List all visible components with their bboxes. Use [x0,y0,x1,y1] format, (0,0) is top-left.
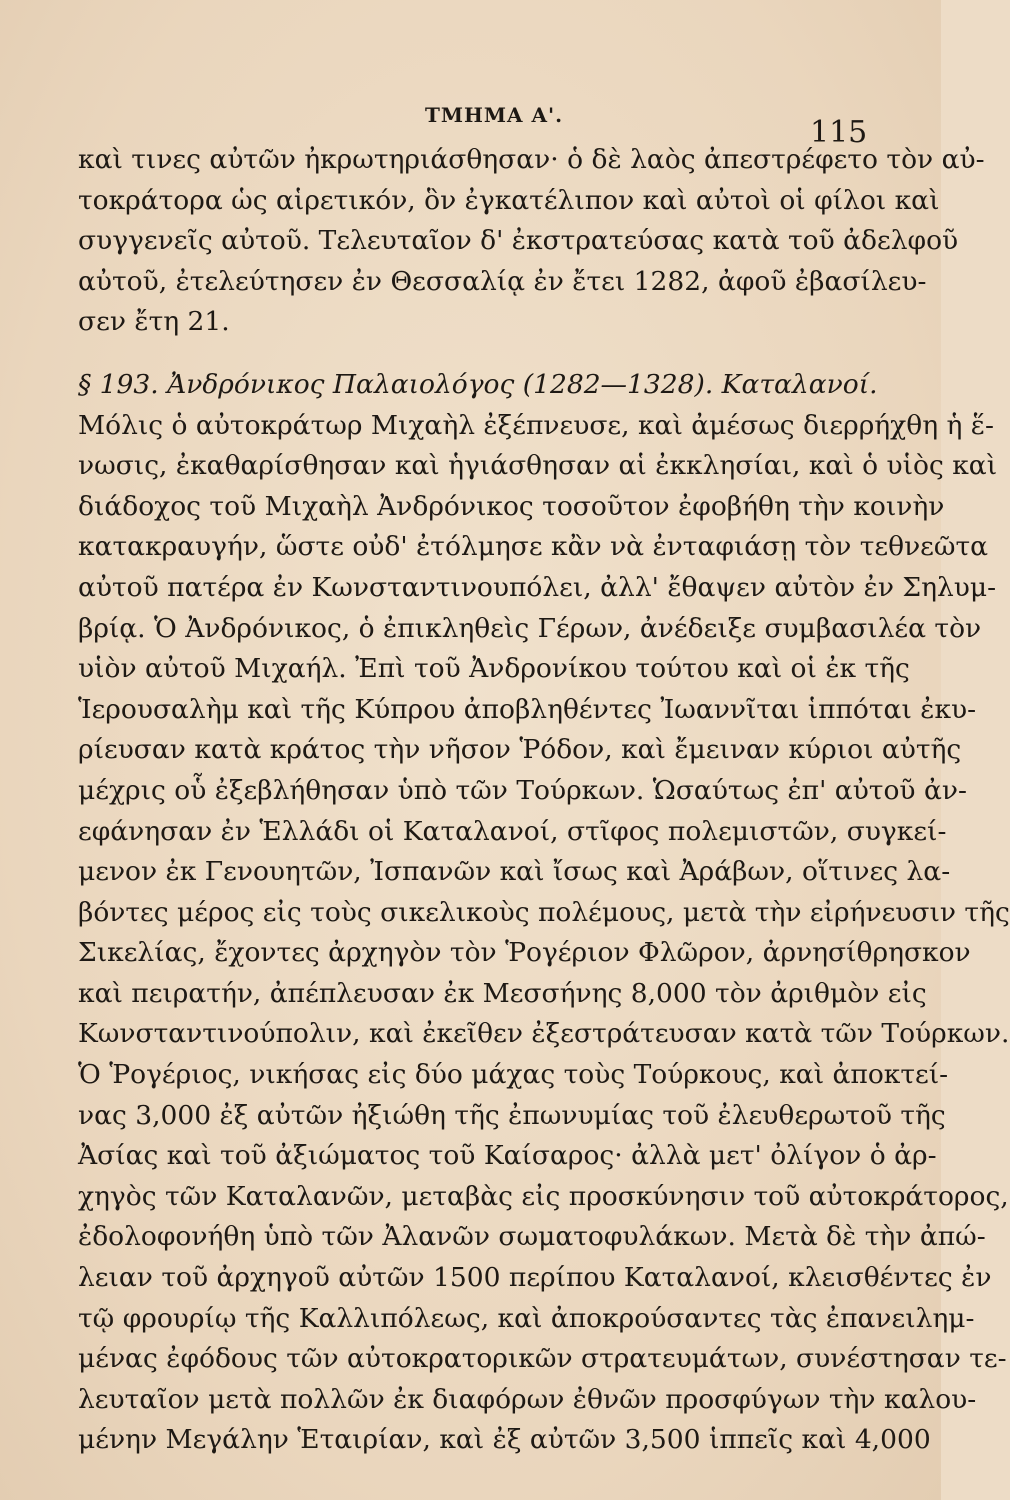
text-line: Ἀσίας καὶ τοῦ ἀξιώματος τοῦ Καίσαρος· ἀλλὰ μετ' ὀλίγον ὁ ἀρ- [78,1140,937,1172]
text-line: υἱὸν αὐτοῦ Μιχαήλ. Ἐπὶ τοῦ Ἀνδρονίκου τούτου καὶ οἱ ἐκ τῆς [78,653,910,685]
page-header [0,97,941,150]
text-line: κατακραυγήν, ὥστε οὐδ' ἐτόλμησε κἂν νὰ ἐνταφιάσῃ τὸν τεθνεῶτα [78,531,989,563]
text-line: Κωνσταντινούπολιν, καὶ ἐκεῖθεν ἐξεστράτευσαν κατὰ τῶν Τούρκων. [78,1018,1010,1050]
text-line: βρίᾳ. Ὁ Ἀνδρόνικος, ὁ ἐπικληθεὶς Γέρων, ἀνέδειξε συμβασιλέα τὸν [78,612,982,644]
text-line: μενον ἐκ Γενουητῶν, Ἰσπανῶν καὶ ἴσως καὶ Ἀράβων, οἵτινες λα- [78,856,951,888]
text-line: καὶ πειρατήν, ἀπέπλευσαν ἐκ Μεσσήνης 8,000 τὸν ἀριθμὸν εἰς [78,977,927,1009]
text-line: βόντες μέρος εἰς τοὺς σικελικοὺς πολέμους, μετὰ τὴν εἰρήνευσιν τῆς [78,896,1010,928]
text-line: μέχρις οὗ ἐξεβλήθησαν ὑπὸ τῶν Τούρκων. Ὡσαύτως ἐπ' αὐτοῦ ἀν- [78,774,967,806]
text-line: συγγενεῖς αὐτοῦ. Τελευταῖον δ' ἐκστρατεύσας κατὰ τοῦ ἀδελφοῦ [78,225,959,257]
text-line: Ὁ Ῥογέριος, νικήσας εἰς δύο μάχας τοὺς Τούρκους, καὶ ἀποκτεί- [78,1059,949,1091]
running-title: ΤΜΗΜΑ Α'. [425,103,564,127]
text-line: αὐτοῦ πατέρα ἐν Κωνσταντινουπόλει, ἀλλ' ἔθαψεν αὐτὸν ἐν Σηλυμ- [78,571,997,603]
text-line: Μόλις ὁ αὐτοκράτωρ Μιχαὴλ ἐξέπνευσε, καὶ ἀμέσως διερρήχθη ἡ ἕ- [78,409,994,441]
page-number: 115 [810,115,868,150]
text-line: σεν ἔτη 21. [78,306,230,338]
text-line: ἐδολοφονήθη ὑπὸ τῶν Ἀλανῶν σωματοφυλάκων. Μετὰ δὲ τὴν ἀπώ- [78,1221,986,1253]
text-line: μένας ἐφόδους τῶν αὐτοκρατορικῶν στρατευμάτων, συνέστησαν τε- [78,1343,1007,1375]
text-line: τοκράτορα ὡς αἱρετικόν, ὃν ἐγκατέλιπον καὶ αὐτοὶ οἱ φίλοι καὶ [78,184,940,216]
text-line: τῷ φρουρίῳ τῆς Καλλιπόλεως, καὶ ἀποκρούσαντες τὰς ἐπανειλημ- [78,1302,975,1334]
body-text [78,140,1010,1461]
text-line: εφάνησαν ἐν Ἑλλάδι οἱ Καταλανοί, στῖφος πολεμιστῶν, συγκεί- [78,815,947,847]
text-line: Ἱερουσαλὴμ καὶ τῆς Κύπρου ἀποβληθέντες Ἰωαννῖται ἱππόται ἐκυ- [78,693,977,725]
text-line: Σικελίας, ἔχοντες ἀρχηγὸν τὸν Ῥογέριον Φλῶρον, ἀρνησίθρησκον [78,937,971,969]
text-line: διάδοχος τοῦ Μιχαὴλ Ἀνδρόνικος τοσοῦτον ἐφοβήθη τὴν κοινὴν [78,490,945,522]
text-line: καὶ τινες αὐτῶν ἠκρωτηριάσθησαν· ὁ δὲ λαὸς ἀπεστρέφετο τὸν αὐ- [78,144,985,175]
text-line: μένην Μεγάλην Ἑταιρίαν, καὶ ἐξ αὐτῶν 3,500 ἱππεῖς καὶ 4,000 [78,1424,931,1456]
text-line: νωσις, ἐκαθαρίσθησαν καὶ ἡγιάσθησαν αἱ ἐκκλησίαι, καὶ ὁ υἱὸς καὶ [78,450,998,482]
text-line: χηγὸς τῶν Καταλανῶν, μεταβὰς εἰς προσκύνησιν τοῦ αὐτοκράτορος, [78,1180,1009,1212]
text-line: λειαν τοῦ ἀρχηγοῦ αὐτῶν 1500 περίπου Καταλανοί, κλεισθέντες ἐν [78,1262,992,1294]
text-line: αὐτοῦ, ἐτελεύτησεν ἐν Θεσσαλίᾳ ἐν ἔτει 1282, ἀφοῦ ἐβασίλευ- [78,265,927,297]
text-line: ρίευσαν κατὰ κράτος τὴν νῆσον Ῥόδον, καὶ ἔμειναν κύριοι αὐτῆς [78,734,962,766]
text-line: νας 3,000 ἐξ αὐτῶν ἠξιώθη τῆς ἐπωνυμίας τοῦ ἐλευθερωτοῦ τῆς [78,1099,946,1131]
text-line: λευταῖον μετὰ πολλῶν ἐκ διαφόρων ἐθνῶν προσφύγων τὴν καλου- [78,1383,977,1415]
section-heading: § 193. Ἀνδρόνικος Παλαιολόγος (1282—1328). Καταλανοί. [78,368,878,400]
